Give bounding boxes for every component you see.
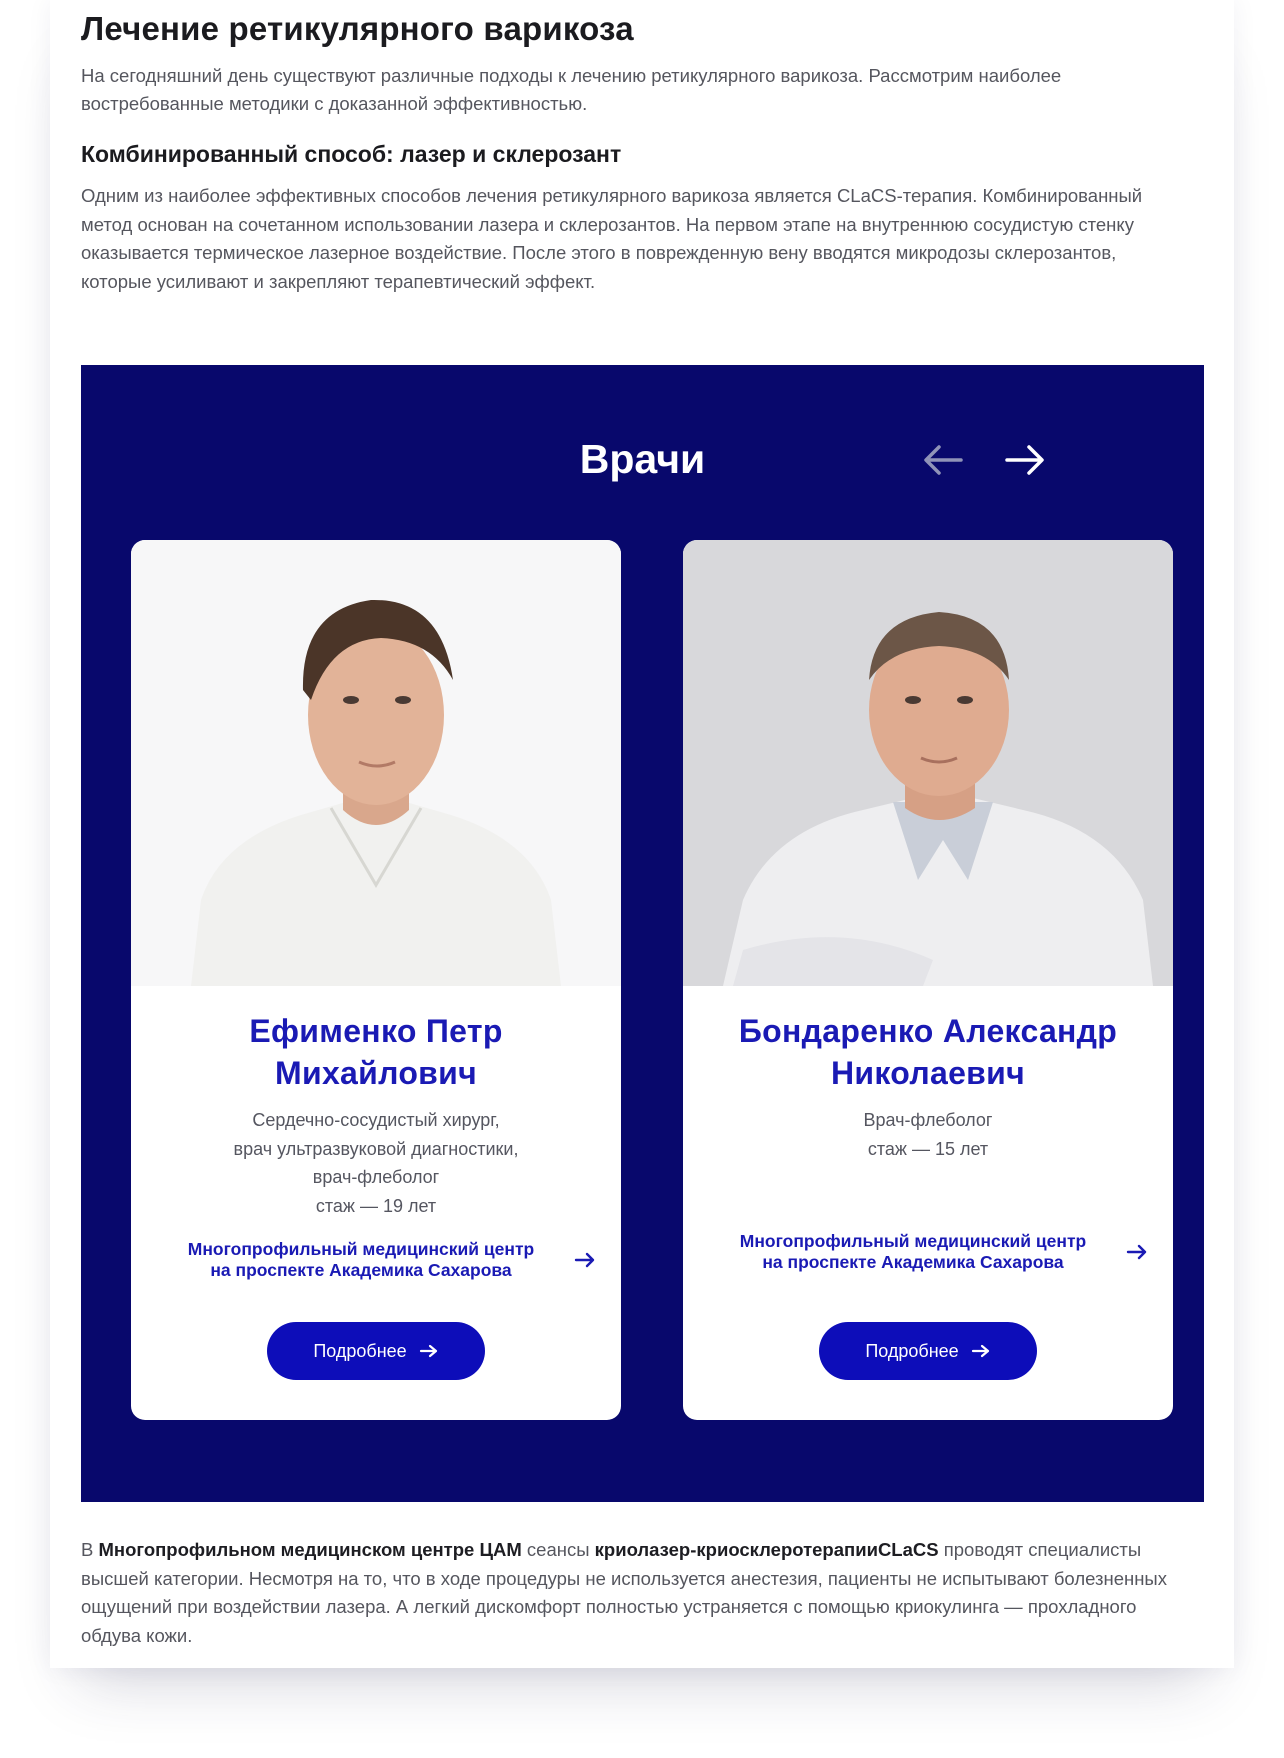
- clinic-line: Многопрофильный медицинский центр: [739, 1231, 1087, 1251]
- doctor-experience: стаж — 15 лет: [867, 1138, 989, 1159]
- doctor-name-line: Бондаренко Александр: [738, 1013, 1118, 1049]
- article-title: Лечение ретикулярного варикоза: [81, 10, 634, 47]
- clinic-line: Многопрофильный медицинский центр: [187, 1239, 535, 1259]
- doctor-photo: [131, 540, 621, 986]
- doctor-name: [131, 1010, 621, 1094]
- clinic-link-text: [156, 1239, 566, 1281]
- doctor-name: [683, 1010, 1173, 1094]
- doctors-carousel: [81, 365, 1204, 1502]
- page: [50, 0, 1234, 1668]
- doctor-role-line: Врач-флеболог: [863, 1110, 993, 1130]
- arrow-right-icon: [971, 1344, 991, 1358]
- closing-text-part: В: [81, 1539, 99, 1560]
- more-button[interactable]: [267, 1322, 485, 1380]
- arrow-right-icon: [419, 1344, 439, 1358]
- doctor-name-line: Николаевич: [831, 1055, 1025, 1091]
- doctor-role-line: врач-флеболог: [312, 1167, 440, 1187]
- doctor-role-line: врач ультразвуковой диагностики,: [233, 1138, 519, 1159]
- more-button-label: Подробнее: [865, 1340, 959, 1361]
- arrow-right-icon: [1126, 1244, 1148, 1260]
- closing-text-part: сеансы: [521, 1539, 595, 1560]
- more-button[interactable]: [819, 1322, 1037, 1380]
- closing-text: [81, 1536, 1191, 1650]
- clinic-link[interactable]: [703, 1228, 1153, 1276]
- clinic-link[interactable]: [151, 1236, 601, 1284]
- more-button-label: Подробнее: [313, 1340, 407, 1361]
- doctors-title: Врачи: [579, 436, 706, 482]
- doctor-card: [131, 540, 621, 1420]
- carousel-prev-button[interactable]: [919, 439, 967, 481]
- arrow-right-icon: [574, 1252, 596, 1268]
- arrow-left-icon: [921, 443, 965, 477]
- clinic-name-highlight: Многопрофильном медицинском центре ЦАМ: [98, 1539, 522, 1560]
- doctor-role-line: Сердечно-сосудистый хирург,: [252, 1110, 500, 1130]
- doctor-photo: [683, 540, 1173, 986]
- closing-text-part: проводят специалисты высшей категории. Несмотря на то, что в ходе процедуры не используется анестезия, пациенты не испытывают болезненных ощущений при воздействии лазера. А легкий дискомфорт полностью устраняется с помощью криокулинга — прохладного обдува кожи.: [81, 1539, 1167, 1646]
- article-intro: На сегодняшний день существуют различные подходы к лечению ретикулярного варикоза. Рассмотрим наиболее востребованные методики с доказанной эффективностью.: [81, 65, 1062, 114]
- section-text: Одним из наиболее эффективных способов лечения ретикулярного варикоза является CLaCS-терапия. Комбинированный метод основан на сочетанном использовании лазера и склерозантов. На первом этапе на внутреннюю сосудистую стенку оказывается термическое лазерное воздействие. После этого в поврежденную вену вводятся микродозы склерозантов, которые усиливают и закрепляют терапевтический эффект.: [81, 185, 1143, 292]
- therapy-name-highlight: криолазер-криосклеротерапииCLaCS: [594, 1539, 939, 1560]
- doctor-name-line: Ефименко Петр: [249, 1013, 503, 1049]
- clinic-line: на проспекте Академика Сахарова: [210, 1260, 512, 1280]
- section-title: Комбинированный способ: лазер и склерозант: [81, 141, 622, 167]
- clinic-line: на проспекте Академика Сахарова: [762, 1252, 1064, 1272]
- doctor-role: [683, 1106, 1173, 1163]
- doctor-card: [683, 540, 1173, 1420]
- doctor-experience: стаж — 19 лет: [315, 1195, 437, 1216]
- doctor-role: [131, 1106, 621, 1220]
- carousel-next-button[interactable]: [1001, 439, 1049, 481]
- doctor-name-line: Михайлович: [275, 1055, 477, 1091]
- arrow-right-icon: [1003, 443, 1047, 477]
- clinic-link-text: [708, 1231, 1118, 1273]
